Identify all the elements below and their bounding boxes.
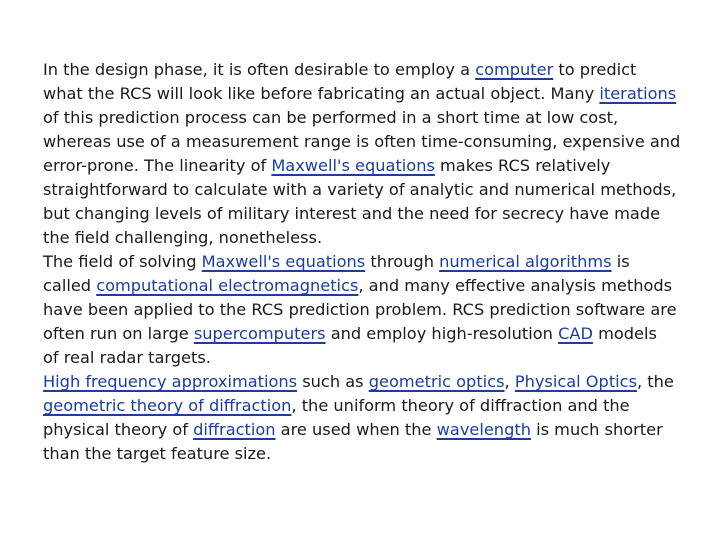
hyperlink[interactable]: diffraction [193, 420, 276, 439]
text-line [43, 154, 683, 178]
text-segment: what the RCS will look like before fabricating an actual object. Many [43, 84, 600, 103]
hyperlink[interactable]: Maxwell's equations [271, 156, 435, 175]
hyperlink[interactable]: iterations [599, 84, 677, 103]
text-line [43, 178, 683, 202]
text-line [43, 346, 683, 370]
text-line [43, 250, 683, 274]
text-line [43, 82, 683, 106]
text-line [43, 442, 683, 466]
hyperlink[interactable]: CAD [558, 324, 593, 343]
text-line [43, 58, 683, 82]
text-segment: called [43, 276, 97, 295]
hyperlink[interactable]: computer [475, 60, 554, 79]
text-segment: than the target feature size. [43, 444, 272, 463]
text-segment: to predict [553, 60, 637, 79]
text-line [43, 370, 683, 394]
text-segment: physical theory of [43, 420, 194, 439]
text-segment: makes RCS relatively [434, 156, 611, 175]
text-segment: of this prediction process can be performed in a short time at low cost, [43, 108, 619, 127]
text-segment: and employ high-resolution [325, 324, 559, 343]
paragraph-2 [43, 250, 683, 370]
text-segment: of real radar targets. [43, 348, 211, 367]
text-segment: models [592, 324, 657, 343]
text-line [43, 202, 683, 226]
text-line [43, 394, 683, 418]
text-segment: are used when the [275, 420, 437, 439]
text-segment: often run on large [43, 324, 194, 343]
paragraph-3 [43, 370, 683, 466]
hyperlink[interactable]: Maxwell's equations [201, 252, 366, 271]
text-segment: The field of solving [43, 252, 202, 271]
hyperlink[interactable]: supercomputers [193, 324, 326, 343]
text-segment: such as [297, 372, 369, 391]
hyperlink[interactable]: High frequency approximations [43, 372, 298, 391]
text-line [43, 106, 683, 130]
hyperlink[interactable]: geometric theory of diffraction [43, 396, 292, 415]
text-segment: but changing levels of military interest and the need for secrecy have made [43, 204, 661, 223]
text-segment: have been applied to the RCS prediction problem. RCS prediction software are [43, 300, 677, 319]
text-segment: straightforward to calculate with a variety of analytic and numerical methods, [43, 180, 677, 199]
document-body [43, 58, 683, 466]
text-line [43, 274, 683, 298]
text-segment: , [504, 372, 515, 391]
text-segment: the field challenging, nonetheless. [43, 228, 323, 247]
text-line [43, 298, 683, 322]
hyperlink[interactable]: computational electromagnetics [96, 276, 359, 295]
text-segment: through [365, 252, 440, 271]
text-line [43, 322, 683, 346]
hyperlink[interactable]: geometric optics [368, 372, 505, 391]
text-segment: , and many effective analysis methods [358, 276, 673, 295]
text-line [43, 226, 683, 250]
paragraph-1 [43, 58, 683, 250]
text-segment: error-prone. The linearity of [43, 156, 272, 175]
text-line [43, 130, 683, 154]
text-segment: is much shorter [530, 420, 663, 439]
text-segment: In the design phase, it is often desirable to employ a [43, 60, 476, 79]
hyperlink[interactable]: wavelength [436, 420, 531, 439]
hyperlink[interactable]: Physical Optics [514, 372, 638, 391]
text-segment: , the uniform theory of diffraction and the [291, 396, 630, 415]
text-segment: whereas use of a measurement range is often time-consuming, expensive and [43, 132, 681, 151]
hyperlink[interactable]: numerical algorithms [439, 252, 612, 271]
text-line [43, 418, 683, 442]
text-segment: , the [637, 372, 674, 391]
text-segment: is [611, 252, 630, 271]
